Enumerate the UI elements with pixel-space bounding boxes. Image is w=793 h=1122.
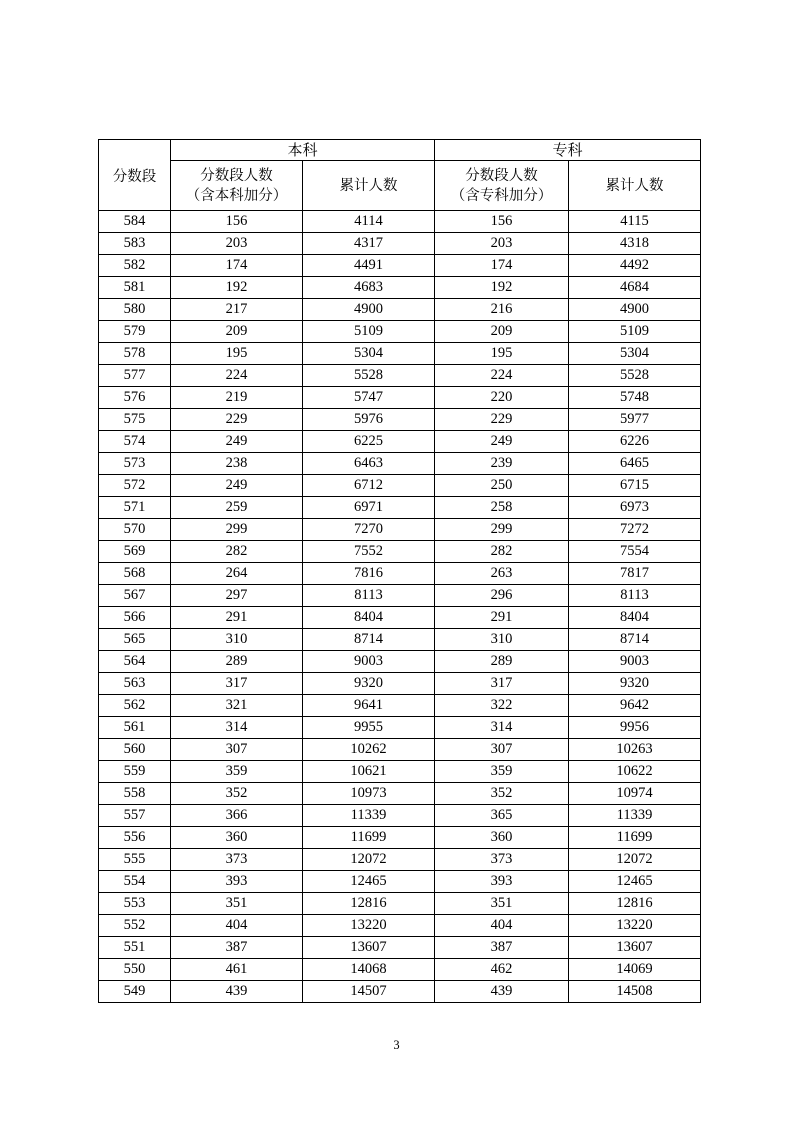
cell-undergraduate-count: 156 xyxy=(171,211,303,233)
cell-undergraduate-cumulative: 10621 xyxy=(303,761,435,783)
cell-undergraduate-cumulative: 9320 xyxy=(303,673,435,695)
cell-vocational-cumulative: 12072 xyxy=(569,849,701,871)
cell-vocational-count: 314 xyxy=(435,717,569,739)
cell-undergraduate-count: 219 xyxy=(171,387,303,409)
cell-vocational-cumulative: 8404 xyxy=(569,607,701,629)
cell-undergraduate-count: 461 xyxy=(171,959,303,981)
cell-score-band: 575 xyxy=(99,409,171,431)
cell-undergraduate-cumulative: 8113 xyxy=(303,585,435,607)
table-row xyxy=(99,519,701,541)
cell-score-band: 560 xyxy=(99,739,171,761)
cell-score-band: 574 xyxy=(99,431,171,453)
cell-undergraduate-count: 209 xyxy=(171,321,303,343)
cell-undergraduate-cumulative: 12072 xyxy=(303,849,435,871)
cell-undergraduate-cumulative: 13607 xyxy=(303,937,435,959)
table-row xyxy=(99,409,701,431)
cell-vocational-cumulative: 4318 xyxy=(569,233,701,255)
cell-vocational-count: 250 xyxy=(435,475,569,497)
table-row xyxy=(99,761,701,783)
cell-undergraduate-count: 282 xyxy=(171,541,303,563)
cell-undergraduate-cumulative: 4683 xyxy=(303,277,435,299)
table-row xyxy=(99,211,701,233)
cell-score-band: 581 xyxy=(99,277,171,299)
table-row xyxy=(99,607,701,629)
cell-vocational-cumulative: 9956 xyxy=(569,717,701,739)
cell-vocational-count: 387 xyxy=(435,937,569,959)
cell-vocational-cumulative: 13220 xyxy=(569,915,701,937)
cell-score-band: 550 xyxy=(99,959,171,981)
cell-vocational-count: 239 xyxy=(435,453,569,475)
cell-vocational-cumulative: 4115 xyxy=(569,211,701,233)
table-row xyxy=(99,277,701,299)
cell-score-band: 577 xyxy=(99,365,171,387)
cell-vocational-cumulative: 14069 xyxy=(569,959,701,981)
cell-vocational-cumulative: 5304 xyxy=(569,343,701,365)
cell-undergraduate-count: 352 xyxy=(171,783,303,805)
cell-undergraduate-cumulative: 5976 xyxy=(303,409,435,431)
column-header-vocational-count-line2: （含专科加分） xyxy=(450,187,553,204)
cell-undergraduate-cumulative: 8404 xyxy=(303,607,435,629)
cell-undergraduate-count: 259 xyxy=(171,497,303,519)
cell-vocational-cumulative: 6973 xyxy=(569,497,701,519)
cell-vocational-count: 299 xyxy=(435,519,569,541)
cell-undergraduate-cumulative: 10262 xyxy=(303,739,435,761)
cell-undergraduate-count: 360 xyxy=(171,827,303,849)
column-header-vocational-cumulative: 累计人数 xyxy=(569,161,701,211)
cell-score-band: 553 xyxy=(99,893,171,915)
column-group-header-vocational: 专科 xyxy=(435,140,701,161)
table-row xyxy=(99,915,701,937)
cell-undergraduate-count: 238 xyxy=(171,453,303,475)
table-row xyxy=(99,585,701,607)
column-header-score-band: 分数段 xyxy=(99,140,171,211)
cell-undergraduate-cumulative: 8714 xyxy=(303,629,435,651)
cell-undergraduate-cumulative: 4317 xyxy=(303,233,435,255)
cell-vocational-count: 365 xyxy=(435,805,569,827)
cell-undergraduate-count: 203 xyxy=(171,233,303,255)
cell-vocational-count: 224 xyxy=(435,365,569,387)
table-row xyxy=(99,343,701,365)
cell-score-band: 563 xyxy=(99,673,171,695)
table-header-group-row xyxy=(99,140,701,161)
cell-score-band: 582 xyxy=(99,255,171,277)
table-row xyxy=(99,563,701,585)
cell-vocational-count: 359 xyxy=(435,761,569,783)
cell-vocational-count: 203 xyxy=(435,233,569,255)
cell-score-band: 578 xyxy=(99,343,171,365)
cell-score-band: 569 xyxy=(99,541,171,563)
cell-vocational-cumulative: 13607 xyxy=(569,937,701,959)
cell-vocational-cumulative: 5109 xyxy=(569,321,701,343)
table-row xyxy=(99,255,701,277)
cell-vocational-cumulative: 10622 xyxy=(569,761,701,783)
cell-undergraduate-cumulative: 5747 xyxy=(303,387,435,409)
cell-undergraduate-cumulative: 9955 xyxy=(303,717,435,739)
cell-score-band: 567 xyxy=(99,585,171,607)
cell-vocational-count: 209 xyxy=(435,321,569,343)
cell-vocational-cumulative: 8113 xyxy=(569,585,701,607)
cell-undergraduate-count: 249 xyxy=(171,475,303,497)
cell-vocational-count: 310 xyxy=(435,629,569,651)
cell-undergraduate-count: 289 xyxy=(171,651,303,673)
cell-vocational-count: 289 xyxy=(435,651,569,673)
cell-score-band: 579 xyxy=(99,321,171,343)
table-row xyxy=(99,739,701,761)
cell-vocational-count: 393 xyxy=(435,871,569,893)
cell-vocational-cumulative: 6465 xyxy=(569,453,701,475)
table-row xyxy=(99,695,701,717)
cell-vocational-cumulative: 7817 xyxy=(569,563,701,585)
cell-vocational-cumulative: 6226 xyxy=(569,431,701,453)
cell-vocational-count: 216 xyxy=(435,299,569,321)
table-row xyxy=(99,717,701,739)
cell-undergraduate-cumulative: 10973 xyxy=(303,783,435,805)
cell-score-band: 552 xyxy=(99,915,171,937)
cell-score-band: 558 xyxy=(99,783,171,805)
cell-vocational-cumulative: 7554 xyxy=(569,541,701,563)
cell-vocational-cumulative: 14508 xyxy=(569,981,701,1003)
table-row xyxy=(99,827,701,849)
table-row xyxy=(99,233,701,255)
column-header-undergraduate-count-line1: 分数段人数 xyxy=(200,167,273,184)
cell-vocational-count: 462 xyxy=(435,959,569,981)
cell-vocational-count: 352 xyxy=(435,783,569,805)
cell-vocational-cumulative: 8714 xyxy=(569,629,701,651)
cell-vocational-count: 229 xyxy=(435,409,569,431)
cell-vocational-cumulative: 5748 xyxy=(569,387,701,409)
cell-undergraduate-count: 195 xyxy=(171,343,303,365)
cell-score-band: 551 xyxy=(99,937,171,959)
cell-undergraduate-cumulative: 6712 xyxy=(303,475,435,497)
cell-vocational-count: 249 xyxy=(435,431,569,453)
cell-undergraduate-count: 366 xyxy=(171,805,303,827)
cell-vocational-count: 317 xyxy=(435,673,569,695)
cell-vocational-count: 156 xyxy=(435,211,569,233)
cell-undergraduate-cumulative: 7552 xyxy=(303,541,435,563)
cell-undergraduate-count: 264 xyxy=(171,563,303,585)
page-number: 3 xyxy=(393,1038,400,1052)
cell-vocational-cumulative: 4684 xyxy=(569,277,701,299)
column-header-undergraduate-cumulative: 累计人数 xyxy=(303,161,435,211)
cell-undergraduate-cumulative: 6463 xyxy=(303,453,435,475)
cell-undergraduate-count: 359 xyxy=(171,761,303,783)
cell-score-band: 562 xyxy=(99,695,171,717)
cell-undergraduate-cumulative: 5109 xyxy=(303,321,435,343)
cell-vocational-cumulative: 4492 xyxy=(569,255,701,277)
cell-vocational-count: 291 xyxy=(435,607,569,629)
cell-vocational-count: 404 xyxy=(435,915,569,937)
table-row xyxy=(99,365,701,387)
table-row xyxy=(99,541,701,563)
cell-undergraduate-count: 299 xyxy=(171,519,303,541)
cell-undergraduate-count: 387 xyxy=(171,937,303,959)
table-row xyxy=(99,453,701,475)
cell-undergraduate-cumulative: 11339 xyxy=(303,805,435,827)
cell-undergraduate-count: 373 xyxy=(171,849,303,871)
cell-score-band: 583 xyxy=(99,233,171,255)
cell-undergraduate-cumulative: 7816 xyxy=(303,563,435,585)
cell-undergraduate-cumulative: 9641 xyxy=(303,695,435,717)
column-header-undergraduate-count xyxy=(171,161,303,211)
cell-vocational-count: 373 xyxy=(435,849,569,871)
cell-undergraduate-cumulative: 13220 xyxy=(303,915,435,937)
cell-undergraduate-count: 314 xyxy=(171,717,303,739)
cell-score-band: 568 xyxy=(99,563,171,585)
column-header-vocational-count-line1: 分数段人数 xyxy=(465,167,538,184)
cell-score-band: 571 xyxy=(99,497,171,519)
cell-vocational-cumulative: 12816 xyxy=(569,893,701,915)
cell-undergraduate-count: 351 xyxy=(171,893,303,915)
column-header-vocational-count xyxy=(435,161,569,211)
table-row xyxy=(99,387,701,409)
table-row xyxy=(99,981,701,1003)
cell-score-band: 570 xyxy=(99,519,171,541)
cell-undergraduate-count: 217 xyxy=(171,299,303,321)
cell-undergraduate-count: 310 xyxy=(171,629,303,651)
cell-vocational-count: 322 xyxy=(435,695,569,717)
cell-undergraduate-cumulative: 12816 xyxy=(303,893,435,915)
table-row xyxy=(99,431,701,453)
cell-vocational-cumulative: 10263 xyxy=(569,739,701,761)
score-distribution-table-container xyxy=(98,139,700,1003)
cell-undergraduate-count: 192 xyxy=(171,277,303,299)
cell-undergraduate-cumulative: 7270 xyxy=(303,519,435,541)
cell-score-band: 566 xyxy=(99,607,171,629)
cell-undergraduate-cumulative: 4900 xyxy=(303,299,435,321)
cell-undergraduate-cumulative: 12465 xyxy=(303,871,435,893)
table-row xyxy=(99,673,701,695)
score-distribution-table xyxy=(98,139,701,1003)
cell-undergraduate-cumulative: 4114 xyxy=(303,211,435,233)
cell-vocational-count: 258 xyxy=(435,497,569,519)
cell-score-band: 555 xyxy=(99,849,171,871)
cell-vocational-count: 263 xyxy=(435,563,569,585)
cell-undergraduate-count: 317 xyxy=(171,673,303,695)
cell-vocational-cumulative: 12465 xyxy=(569,871,701,893)
cell-undergraduate-count: 174 xyxy=(171,255,303,277)
cell-undergraduate-cumulative: 11699 xyxy=(303,827,435,849)
cell-vocational-count: 439 xyxy=(435,981,569,1003)
cell-vocational-cumulative: 5528 xyxy=(569,365,701,387)
cell-vocational-count: 192 xyxy=(435,277,569,299)
cell-score-band: 557 xyxy=(99,805,171,827)
table-row xyxy=(99,629,701,651)
table-row xyxy=(99,959,701,981)
cell-vocational-count: 360 xyxy=(435,827,569,849)
cell-vocational-cumulative: 11699 xyxy=(569,827,701,849)
column-header-undergraduate-count-line2: （含本科加分） xyxy=(185,187,288,204)
table-row xyxy=(99,475,701,497)
cell-undergraduate-count: 297 xyxy=(171,585,303,607)
cell-undergraduate-cumulative: 5304 xyxy=(303,343,435,365)
cell-score-band: 576 xyxy=(99,387,171,409)
table-row xyxy=(99,651,701,673)
cell-undergraduate-count: 291 xyxy=(171,607,303,629)
cell-vocational-cumulative: 9003 xyxy=(569,651,701,673)
cell-undergraduate-cumulative: 14068 xyxy=(303,959,435,981)
table-row xyxy=(99,299,701,321)
cell-undergraduate-count: 307 xyxy=(171,739,303,761)
cell-undergraduate-count: 321 xyxy=(171,695,303,717)
cell-vocational-count: 307 xyxy=(435,739,569,761)
cell-undergraduate-cumulative: 14507 xyxy=(303,981,435,1003)
cell-undergraduate-count: 229 xyxy=(171,409,303,431)
table-row xyxy=(99,893,701,915)
table-row xyxy=(99,805,701,827)
table-row xyxy=(99,497,701,519)
cell-vocational-count: 282 xyxy=(435,541,569,563)
cell-score-band: 580 xyxy=(99,299,171,321)
cell-undergraduate-cumulative: 4491 xyxy=(303,255,435,277)
cell-vocational-count: 195 xyxy=(435,343,569,365)
cell-score-band: 573 xyxy=(99,453,171,475)
table-row xyxy=(99,871,701,893)
cell-undergraduate-cumulative: 6971 xyxy=(303,497,435,519)
table-header xyxy=(99,140,701,211)
table-row xyxy=(99,321,701,343)
cell-score-band: 556 xyxy=(99,827,171,849)
cell-vocational-cumulative: 10974 xyxy=(569,783,701,805)
cell-vocational-cumulative: 6715 xyxy=(569,475,701,497)
cell-score-band: 561 xyxy=(99,717,171,739)
cell-undergraduate-count: 404 xyxy=(171,915,303,937)
table-row xyxy=(99,937,701,959)
cell-score-band: 559 xyxy=(99,761,171,783)
cell-vocational-cumulative: 4900 xyxy=(569,299,701,321)
cell-score-band: 549 xyxy=(99,981,171,1003)
cell-score-band: 565 xyxy=(99,629,171,651)
cell-vocational-count: 351 xyxy=(435,893,569,915)
cell-score-band: 554 xyxy=(99,871,171,893)
table-header-sub-row xyxy=(99,161,701,211)
cell-undergraduate-cumulative: 9003 xyxy=(303,651,435,673)
cell-undergraduate-count: 249 xyxy=(171,431,303,453)
cell-vocational-count: 296 xyxy=(435,585,569,607)
cell-undergraduate-count: 224 xyxy=(171,365,303,387)
cell-score-band: 564 xyxy=(99,651,171,673)
cell-vocational-cumulative: 9642 xyxy=(569,695,701,717)
cell-vocational-cumulative: 5977 xyxy=(569,409,701,431)
column-group-header-undergraduate: 本科 xyxy=(171,140,435,161)
cell-vocational-count: 220 xyxy=(435,387,569,409)
cell-vocational-cumulative: 9320 xyxy=(569,673,701,695)
cell-undergraduate-count: 393 xyxy=(171,871,303,893)
table-row xyxy=(99,783,701,805)
cell-score-band: 572 xyxy=(99,475,171,497)
cell-vocational-cumulative: 11339 xyxy=(569,805,701,827)
cell-vocational-count: 174 xyxy=(435,255,569,277)
cell-score-band: 584 xyxy=(99,211,171,233)
cell-undergraduate-cumulative: 5528 xyxy=(303,365,435,387)
table-row xyxy=(99,849,701,871)
cell-undergraduate-count: 439 xyxy=(171,981,303,1003)
cell-undergraduate-cumulative: 6225 xyxy=(303,431,435,453)
cell-vocational-cumulative: 7272 xyxy=(569,519,701,541)
table-body xyxy=(99,211,701,1003)
